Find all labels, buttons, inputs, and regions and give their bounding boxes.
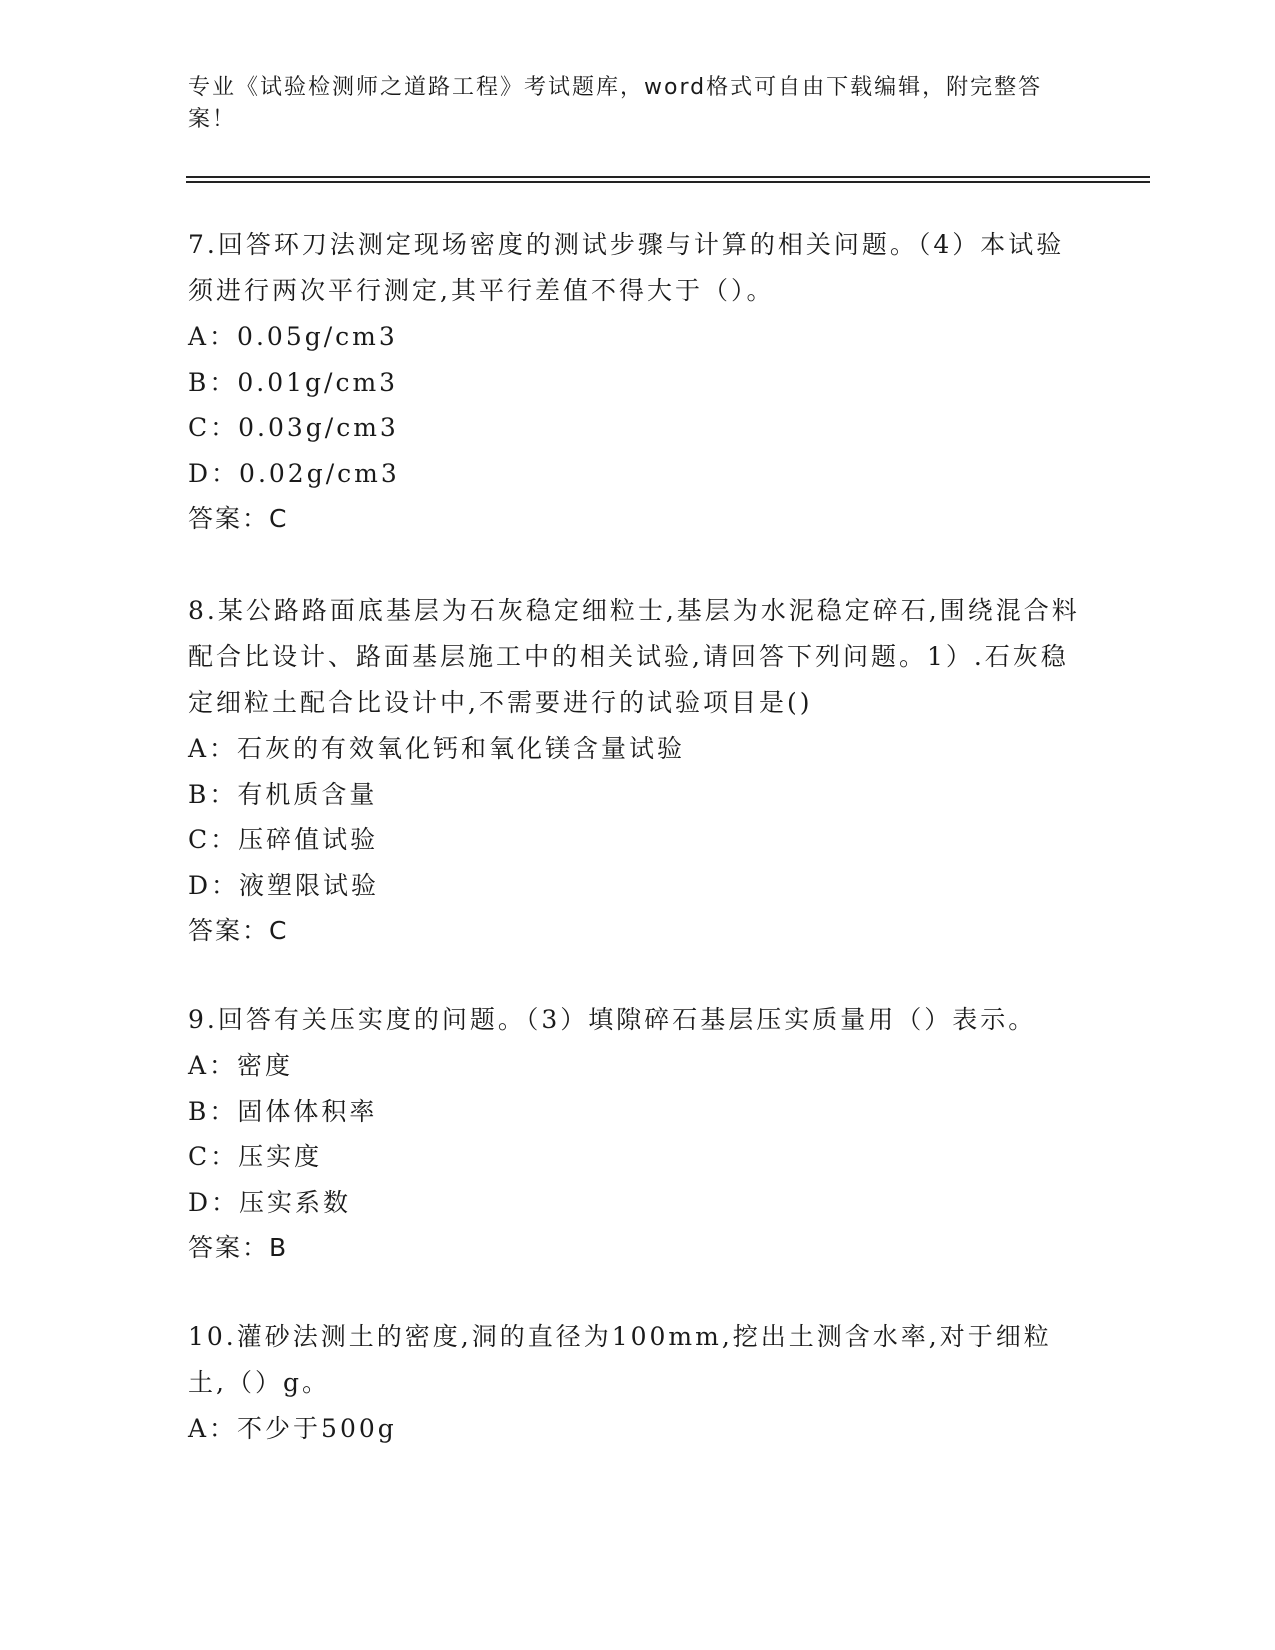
question-stem: 7.回答环刀法测定现场密度的测试步骤与计算的相关问题。（4）本试验须进行两次平行测定,其平行差值不得大于（）。 — [188, 230, 1065, 305]
header-divider-bottom — [186, 181, 1150, 183]
question-stem: 9.回答有关压实度的问题。（3）填隙碎石基层压实质量用（）表示。 — [188, 1005, 1037, 1034]
option-a: A：不少于500g — [188, 1414, 397, 1443]
question-10 — [188, 1314, 1088, 1452]
question-stem: 10.灌砂法测土的密度,洞的直径为100mm,挖出土测含水率,对于细粒土,（）g。 — [188, 1322, 1052, 1397]
question-8 — [188, 588, 1088, 954]
question-9 — [188, 997, 1088, 1271]
option-c: C：0.03g/cm3 — [188, 413, 399, 442]
option-a: A：密度 — [188, 1051, 294, 1080]
option-d: D：液塑限试验 — [188, 870, 380, 900]
option-b: B：固体体积率 — [188, 1096, 378, 1126]
option-d: D：压实系数 — [188, 1187, 352, 1217]
option-c: C：压实度 — [188, 1142, 323, 1171]
answer-label: 答案：C — [188, 916, 289, 945]
answer-label: 答案：B — [188, 1233, 289, 1262]
header-divider-top — [186, 176, 1150, 178]
option-a: A：石灰的有效氧化钙和氧化镁含量试验 — [188, 734, 686, 763]
option-b: B：0.01g/cm3 — [188, 367, 399, 397]
question-stem: 8.某公路路面底基层为石灰稳定细粒士,基层为水泥稳定碎石,围绕混合料配合比设计、路面基层施工中的相关试验,请回答下列问题。1）.石灰稳定细粒土配合比设计中,不需要进行的试验项目是() — [188, 596, 1080, 717]
option-a: A：0.05g/cm3 — [188, 322, 398, 351]
option-b: B：有机质含量 — [188, 779, 378, 809]
option-d: D：0.02g/cm3 — [188, 458, 400, 488]
document-header: 专业《试验检测师之道路工程》考试题库，word格式可自由下载编辑，附完整答案！ — [188, 75, 1043, 132]
question-7 — [188, 222, 1088, 542]
answer-label: 答案：C — [188, 504, 289, 533]
option-c: C：压碎值试验 — [188, 825, 379, 854]
